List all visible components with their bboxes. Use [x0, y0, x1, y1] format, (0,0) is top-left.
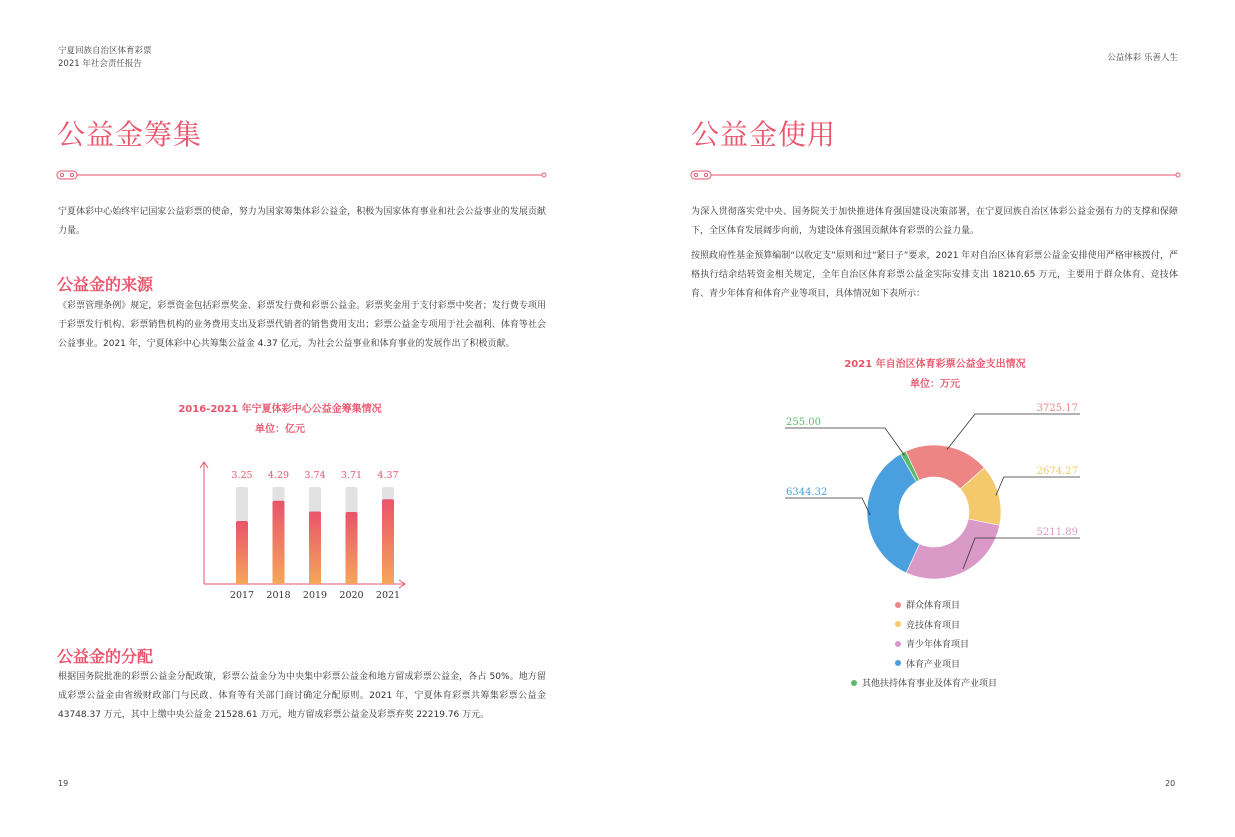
page-title-right: 公益金使用: [691, 118, 837, 151]
leader-line: [785, 498, 870, 515]
page-number-right: 20: [1165, 779, 1176, 788]
bar-2017: [236, 521, 248, 584]
bar-value-label: 3.74: [304, 470, 326, 481]
legend-item: [895, 634, 1053, 654]
report-header: [58, 45, 152, 71]
legend-swatch: [895, 621, 901, 627]
title-divider-right: [690, 168, 1182, 182]
intro-paragraph-left: 宁夏体彩中心始终牢记国家公益彩票的使命，努力为国家筹集体彩公益金，积极为国家体育事业和社会公益事业的发展贡献力量。: [58, 207, 546, 236]
leader-line: [947, 414, 1080, 449]
bar-chart-title: 2016-2021 年宁夏体彩中心公益金筹集情况: [178, 404, 382, 415]
bar-value-label: 4.29: [267, 470, 290, 481]
title-divider-left: [56, 168, 548, 182]
bar-chart: [190, 455, 420, 605]
bar-2018: [273, 501, 285, 584]
legend-label: 竞技体育项目: [906, 620, 961, 631]
section-heading-distribution: 公益金的分配: [57, 647, 154, 666]
usage-paragraph: 按照政府性基金预算编制“以收定支”原则和过“紧日子”要求，2021 年对自治区体育彩票公益金安排使用严格审核拨付，严格执行结余结转资金相关规定，全年自治区体育彩票公益金实际安排支出 18210.65 万元，主要用于群众体育、竞技体育、青少年体育和体育产业等项目，具体情况如下表所示：: [691, 251, 1178, 299]
legend-swatch: [895, 602, 901, 608]
donut-slice: [906, 519, 999, 579]
section-text-distribution: 根据国务院批准的彩票公益金分配政策，彩票公益金分为中央集中彩票公益金和地方留成彩票公益金，各占 50%。地方留成彩票公益金由省级财政部门与民政、体育等有关部门商讨确定分配原则。2021 年，宁夏体育彩票共筹集彩票公益金 43748.37 万元，其中上缴中央公益金 21528.61 万元，地方留成彩票公益金及彩票弃奖 22219.76 万元。: [58, 672, 546, 720]
x-tick-label: 2021: [375, 590, 401, 601]
bar-2021: [382, 499, 394, 584]
intro-paragraph-right: 为深入贯彻落实党中央、国务院关于加快推进体育强国建设决策部署，在宁夏回族自治区体彩公益金强有力的支撑和保障下，全区体育发展阔步向前，为建设体育强国贡献体育彩票的公益力量。: [691, 207, 1178, 236]
x-tick-label: 2017: [229, 590, 255, 601]
bar-2019: [309, 511, 321, 584]
slice-value-label: 3725.17: [1036, 403, 1078, 414]
bar-value-label: 3.25: [231, 470, 253, 481]
legend-label: 体育产业项目: [906, 659, 961, 670]
leader-line: [785, 428, 904, 455]
header-slogan: 公益体彩 乐善人生: [1107, 53, 1178, 63]
donut-chart-unit: 单位：万元: [910, 379, 960, 390]
bar-value-label: 3.71: [340, 470, 363, 481]
legend-item: [895, 595, 1053, 615]
legend-swatch: [895, 660, 901, 666]
slice-value-label: 255.00: [786, 417, 821, 428]
slice-value-label: 6344.32: [786, 487, 828, 498]
legend-item: [895, 615, 1053, 635]
slice-value-label: 5211.89: [1036, 527, 1078, 538]
legend-item: [851, 673, 1053, 693]
legend-label: 群众体育项目: [906, 601, 961, 612]
header-report-title: 2021 年社会责任报告: [58, 59, 142, 69]
x-tick-label: 2020: [339, 590, 364, 601]
page-title-left: 公益金筹集: [57, 118, 203, 151]
legend-item: [895, 654, 1053, 674]
header-org: 宁夏回族自治区体育彩票: [58, 46, 152, 56]
legend-swatch: [851, 680, 857, 686]
x-tick-label: 2018: [266, 590, 291, 601]
bar-2020: [346, 512, 358, 584]
donut-chart-title: 2021 年自治区体育彩票公益金支出情况: [844, 359, 1026, 370]
section-text-source: 《彩票管理条例》规定，彩票资金包括彩票奖金、彩票发行费和彩票公益金。彩票奖金用于支付彩票中奖者；发行费专项用于彩票发行机构、彩票销售机构的业务费用支出及彩票代销者的销售费用支出；彩票公益金专项用于社会福利、体育等社会公益事业。2021 年，宁夏体彩中心共筹集公益金 4.37 亿元，为社会公益事业和体育事业的发展作出了积极贡献。: [58, 301, 546, 349]
donut-legend: [853, 595, 1053, 693]
legend-label: 青少年体育项目: [906, 640, 970, 651]
donut-chart: [775, 400, 1095, 580]
bar-value-label: 4.37: [377, 470, 399, 481]
leader-line: [996, 477, 1080, 496]
page-number-left: 19: [58, 779, 69, 788]
x-tick-label: 2019: [302, 590, 328, 601]
bar-chart-unit: 单位：亿元: [255, 424, 305, 435]
legend-label: 其他扶持体育事业及体育产业项目: [862, 679, 998, 690]
legend-swatch: [895, 641, 901, 647]
section-heading-source: 公益金的来源: [57, 275, 154, 294]
slice-value-label: 2674.27: [1036, 466, 1078, 477]
